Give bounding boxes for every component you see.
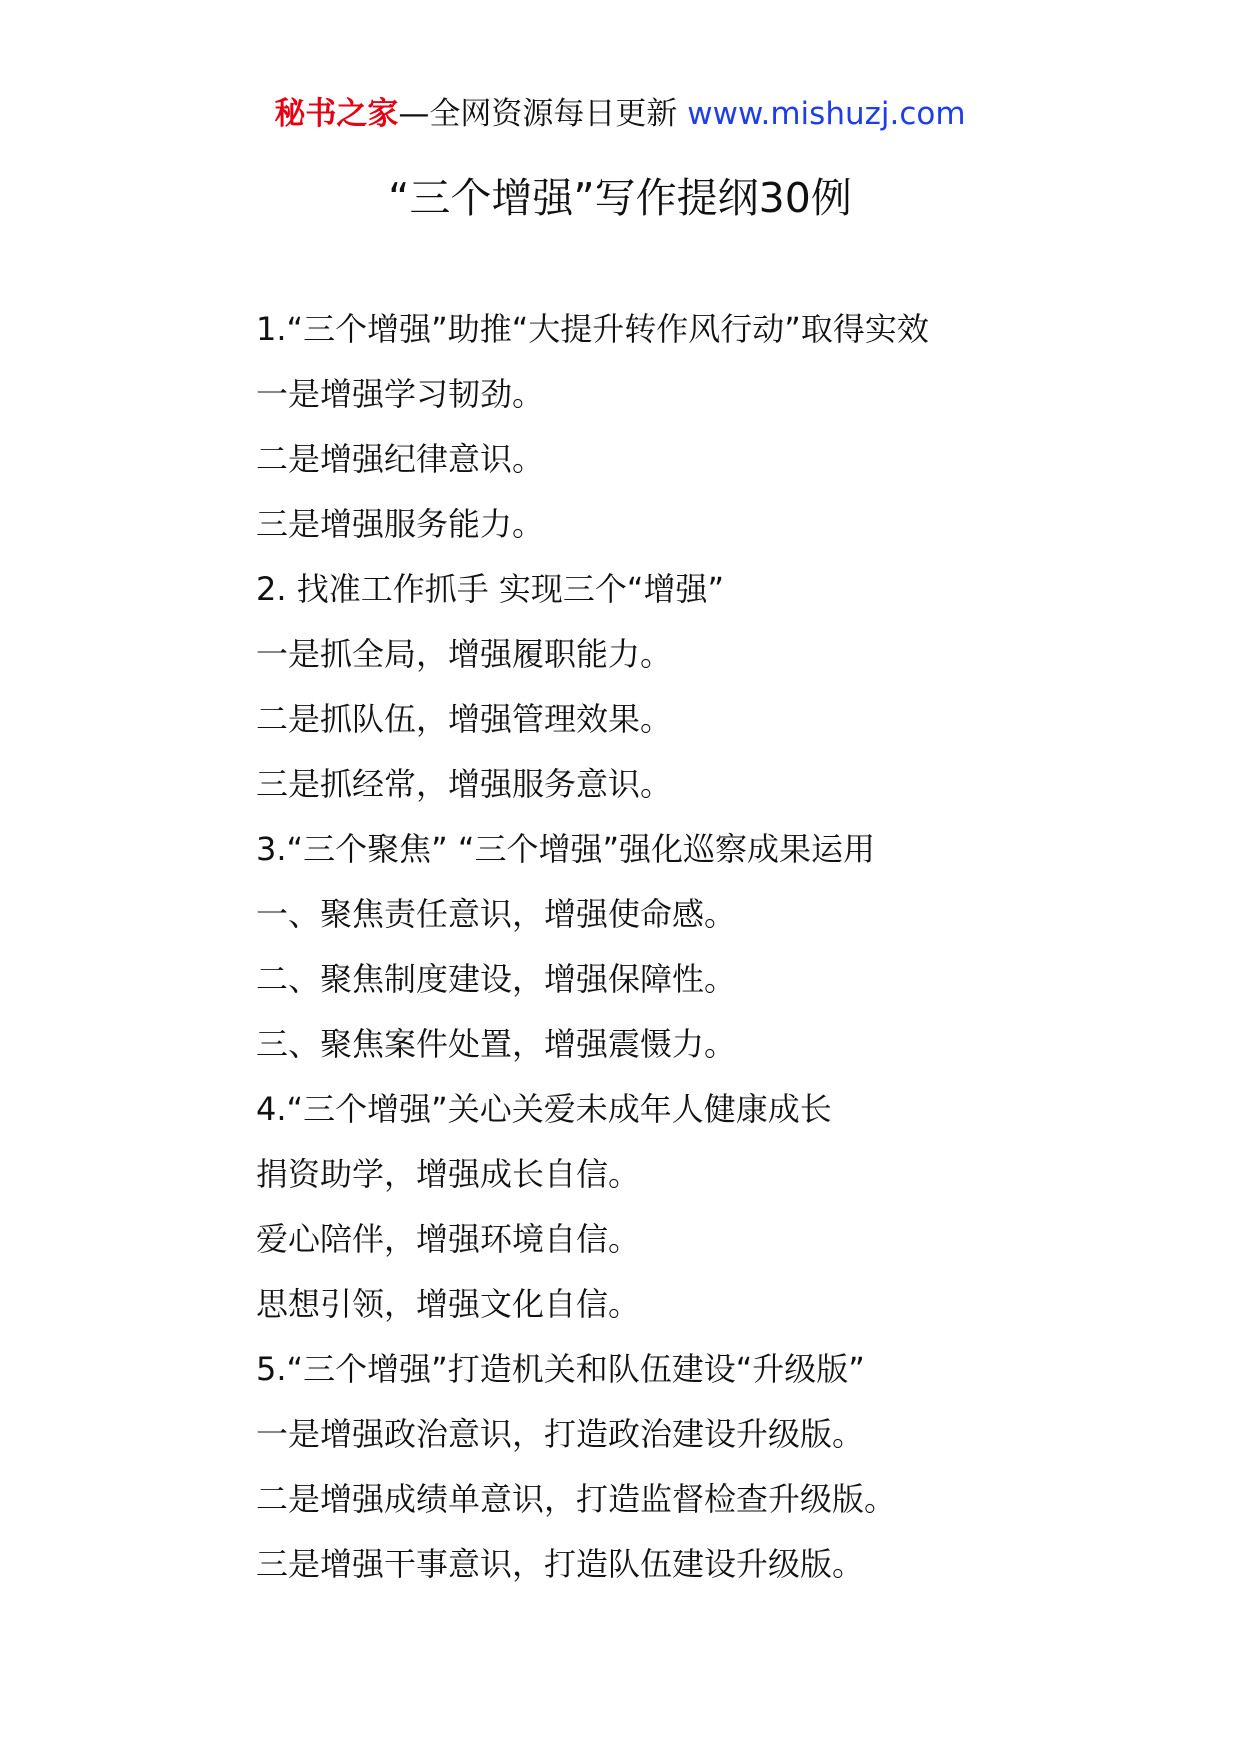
list-item: 三、聚焦案件处置，增强震慑力。 — [256, 1025, 737, 1063]
list-item: 二是增强成绩单意识，打造监督检查升级版。 — [256, 1480, 897, 1518]
site-url-link[interactable]: www.mishuzj.com — [687, 96, 966, 132]
list-item: 一是抓全局，增强履职能力。 — [256, 635, 673, 673]
header-tagline: —全网资源每日更新 — [398, 96, 678, 132]
section-heading-5: 5.“三个增强”打造机关和队伍建设“升级版” — [256, 1350, 865, 1388]
list-item: 爱心陪伴，增强环境自信。 — [256, 1220, 641, 1258]
list-item: 三是增强干事意识，打造队伍建设升级版。 — [256, 1545, 865, 1583]
list-item: 一是增强政治意识，打造政治建设升级版。 — [256, 1415, 865, 1453]
site-header — [0, 92, 1240, 136]
list-item: 二是抓队伍，增强管理效果。 — [256, 700, 673, 738]
section-heading-2: 2. 找准工作抓手 实现三个“增强” — [256, 570, 725, 608]
list-item: 思想引领，增强文化自信。 — [256, 1285, 641, 1323]
list-item: 二、聚焦制度建设，增强保障性。 — [256, 960, 737, 998]
document-title: “三个增强”写作提纲30例 — [388, 174, 852, 222]
list-item: 一、聚焦责任意识，增强使命感。 — [256, 895, 737, 933]
list-item: 三是抓经常，增强服务意识。 — [256, 765, 673, 803]
list-item: 三是增强服务能力。 — [256, 505, 545, 543]
document-body — [256, 297, 1156, 1597]
section-heading-3: 3.“三个聚焦” “三个增强”强化巡察成果运用 — [256, 830, 876, 868]
brand-name: 秘书之家 — [274, 96, 399, 132]
list-item: 一是增强学习韧劲。 — [256, 375, 545, 413]
list-item: 二是增强纪律意识。 — [256, 440, 545, 478]
section-heading-4: 4.“三个增强”关心关爱未成年人健康成长 — [256, 1090, 832, 1128]
section-heading-1: 1.“三个增强”助推“大提升转作风行动”取得实效 — [256, 310, 929, 348]
list-item: 捐资助学，增强成长自信。 — [256, 1155, 641, 1193]
